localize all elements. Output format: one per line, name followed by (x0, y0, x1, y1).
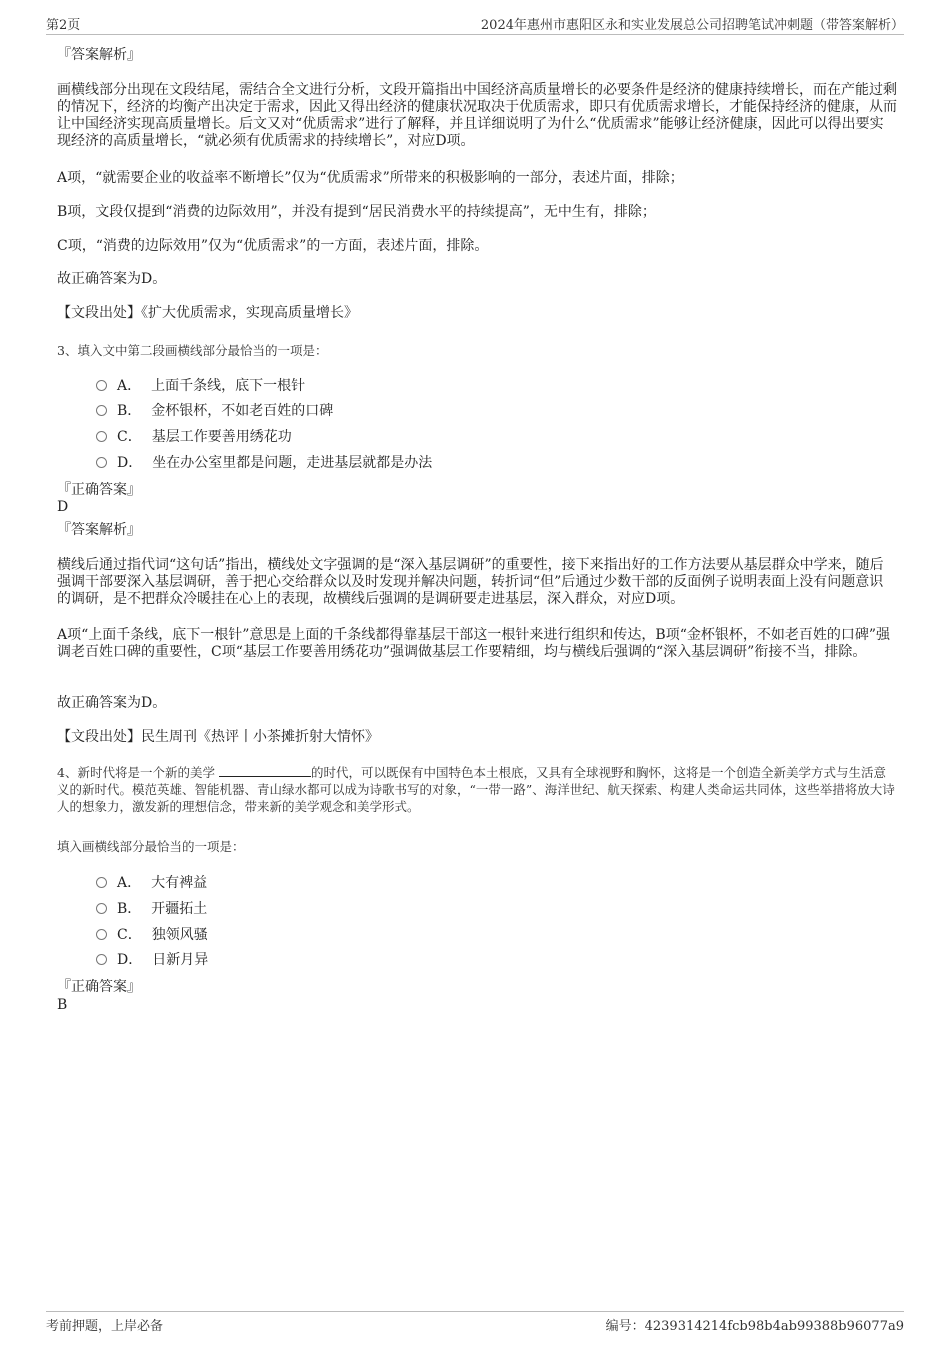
analysis-paragraph: 故正确答案为D。 (57, 271, 167, 287)
analysis-paragraph: 画横线部分出现在文段结尾，需结合全文进行分析，文段开篇指出中国经济高质量增长的必要条件是经济的健康持续增长，而在产能过剩的情况下，经济的均衡产出决定于需求，因此又得出经济的健康状况取决于优质需求，即只有优质需求增长，才能保持经济的健康，从而让中国经济实现高质量增长。后文又对“优质需求”进行了解释，并且详细说明了为什么“优质需求”能够让经济健康，因此可以得出要实现经济的高质量增长，“就必须有优质需求的持续增长”，对应D项。 (57, 82, 897, 149)
analysis-paragraph: 故正确答案为D。 (57, 695, 167, 711)
option-letter: A． (117, 875, 142, 891)
analysis-paragraph: A项，“就需要企业的收益率不断增长”仅为“优质需求”所带来的积极影响的一部分，表述片面，排除； (57, 170, 684, 186)
option-text: 独领风骚 (151, 927, 208, 943)
question-stem: 4、新时代将是一个新的美学 (57, 765, 219, 780)
option-text: 金杯银杯，不如老百姓的口碑 (151, 403, 334, 419)
option-letter: B． (117, 403, 142, 419)
question-stem: 3、填入文中第二段画横线部分最恰当的一项是： (57, 343, 328, 358)
option-letter: A． (117, 378, 142, 394)
radio-button-icon[interactable] (96, 954, 107, 965)
option-c[interactable] (96, 924, 208, 944)
source-citation: 【文段出处】《扩大优质需求，实现高质量增长》 (57, 305, 358, 321)
option-letter: C． (117, 429, 142, 445)
analysis-paragraph: C项，“消费的边际效用”仅为“优质需求”的一方面，表述片面，排除。 (57, 238, 489, 254)
footer-slogan: 考前押题，上岸必备 (46, 1319, 164, 1334)
source-citation: 【文段出处】民生周刊《热评丨小茶摊折射大情怀》 (57, 729, 379, 745)
option-text: 上面千条线，底下一根针 (151, 378, 306, 394)
option-text: 开疆拓土 (151, 901, 208, 917)
answer-label: 『正确答案』 (57, 979, 141, 995)
page-number: 第2页 (46, 18, 81, 33)
document-title: 2024年惠州市惠阳区永和实业发展总公司招聘笔试冲刺题（带答案解析） (480, 18, 904, 33)
option-c[interactable] (96, 426, 292, 446)
radio-button-icon[interactable] (96, 380, 107, 391)
option-text: 日新月异 (152, 952, 209, 968)
analysis-label: 『答案解析』 (57, 47, 141, 63)
analysis-paragraph: A项“上面千条线，底下一根针”意思是上面的千条线都得靠基层干部这一根针来进行组织和传达，B项“金杯银杯，不如老百姓的口碑”强调老百姓口碑的重要性，C项“基层工作要善用绣花功”强调做基层工作要精细，均与横线后强调的“深入基层调研”衔接不当，排除。 (57, 627, 891, 660)
radio-button-icon[interactable] (96, 457, 107, 468)
question-prompt: 填入画横线部分最恰当的一项是： (57, 839, 245, 854)
radio-button-icon[interactable] (96, 877, 107, 888)
option-letter: B． (117, 901, 142, 917)
option-a[interactable] (96, 872, 207, 892)
fill-blank (219, 764, 311, 777)
analysis-label: 『答案解析』 (57, 522, 141, 538)
radio-button-icon[interactable] (96, 431, 107, 442)
question-passage (57, 764, 897, 815)
option-text: 基层工作要善用绣花功 (151, 429, 292, 445)
radio-button-icon[interactable] (96, 405, 107, 416)
analysis-paragraph: 横线后通过指代词“这句话”指出，横线处文字强调的是“深入基层调研”的重要性，接下来指出好的工作方法要从基层群众中学来，随后强调干部要深入基层调研，善于把心交给群众以及时发现并解决问题，转折词“但”后通过少数干部的反面例子说明表面上没有问题意识的调研，是不把群众冷暖挂在心上的表现，故横线后强调的是调研要走进基层，深入群众，对应D项。 (57, 557, 884, 607)
option-d[interactable] (96, 452, 432, 472)
analysis-paragraph: B项，文段仅提到“消费的边际效用”，并没有提到“居民消费水平的持续提高”，无中生有，排除； (57, 204, 656, 220)
option-b[interactable] (96, 400, 333, 420)
option-a[interactable] (96, 375, 305, 395)
radio-button-icon[interactable] (96, 903, 107, 914)
page-header (46, 14, 904, 35)
answer-value: D (57, 499, 69, 515)
option-letter: C． (117, 927, 142, 943)
option-text: 大有裨益 (151, 875, 208, 891)
option-text: 坐在办公室里都是问题，走进基层就都是办法 (152, 455, 433, 471)
document-id: 编号：4239314214fcb98b4ab99388b96077a9 (605, 1319, 904, 1334)
page-footer (46, 1311, 904, 1337)
answer-label: 『正确答案』 (57, 482, 141, 498)
option-b[interactable] (96, 898, 207, 918)
option-d[interactable] (96, 949, 208, 969)
question-stem-continued: 的时代，可以既保有中国特色本土根底，又具有全球视野和胸怀，这将是一个创造全新美学方式与生活意义的新时代。模范英雄、智能机器、青山绿水都可以成为诗歌书写的对象，“一带一路”、海洋世纪、航天探索、构建人类命运共同体，这些举措将放大诗人的想象力，激发新的理想信念，带来新的美学观念和美学形式。 (57, 765, 895, 814)
answer-value: B (57, 997, 68, 1013)
option-letter: D． (117, 952, 143, 968)
option-letter: D． (117, 455, 143, 471)
radio-button-icon[interactable] (96, 929, 107, 940)
